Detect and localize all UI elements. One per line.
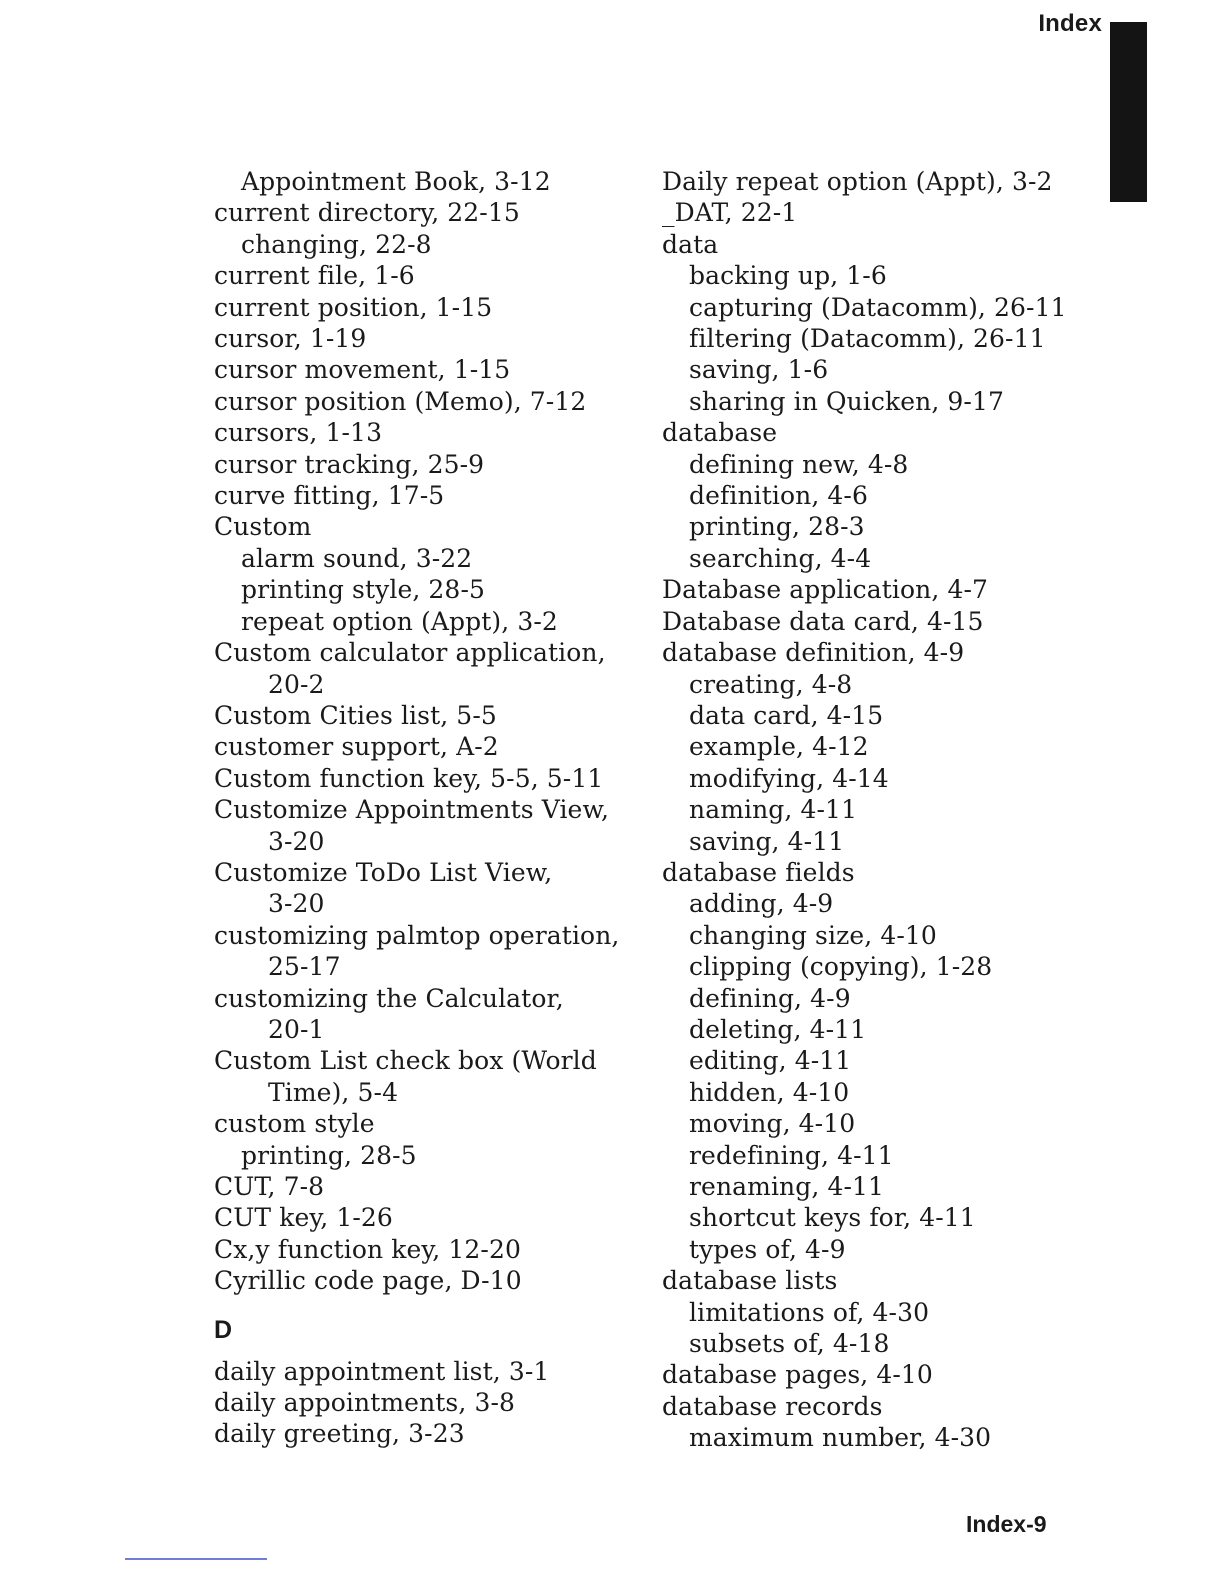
index-subentry: Appointment Book, 3-12 bbox=[241, 167, 551, 196]
index-thumb-tab bbox=[1110, 22, 1147, 202]
index-subentry: example, 4-12 bbox=[689, 732, 869, 762]
index-entry: daily greeting, 3-23 bbox=[214, 1419, 465, 1449]
index-entry: daily appointments, 3-8 bbox=[214, 1388, 516, 1418]
index-entry: customer support, A-2 bbox=[214, 732, 499, 762]
index-entry: database definition, 4-9 bbox=[662, 638, 965, 668]
index-entry: Custom List check box (World bbox=[214, 1046, 597, 1076]
index-entry: custom style bbox=[214, 1109, 375, 1139]
index-subentry: defining, 4-9 bbox=[689, 983, 851, 1013]
index-subentry: filtering (Datacomm), 26-11 bbox=[689, 324, 1046, 354]
index-subentry: alarm sound, 3-22 bbox=[241, 543, 473, 573]
index-entry: Custom function key, 5-5, 5-11 bbox=[214, 763, 604, 793]
index-column-right bbox=[662, 166, 1102, 1454]
section-header-label: Index bbox=[1038, 10, 1102, 37]
index-subentry: hidden, 4-10 bbox=[689, 1077, 850, 1107]
index-entry-continuation: 25-17 bbox=[268, 952, 341, 982]
index-entry: current directory, 22-15 bbox=[214, 198, 520, 228]
index-entry: _DAT, 22-1 bbox=[662, 198, 798, 228]
index-entry: database pages, 4-10 bbox=[662, 1360, 933, 1390]
index-subentry: sharing in Quicken, 9-17 bbox=[689, 386, 1004, 416]
index-entry: CUT key, 1-26 bbox=[214, 1203, 393, 1233]
index-entry: database fields bbox=[662, 857, 855, 887]
index-subentry: changing, 22-8 bbox=[241, 229, 432, 259]
section-letter-heading: D bbox=[214, 1315, 233, 1344]
index-subentry: clipping (copying), 1-28 bbox=[689, 952, 993, 982]
index-subentry: moving, 4-10 bbox=[689, 1109, 856, 1139]
index-subentry: modifying, 4-14 bbox=[689, 763, 889, 793]
index-subentry: maximum number, 4-30 bbox=[689, 1423, 992, 1453]
index-entry: Cx,y function key, 12-20 bbox=[214, 1234, 521, 1264]
index-entry: cursor, 1-19 bbox=[214, 324, 367, 354]
index-subentry: limitations of, 4-30 bbox=[689, 1297, 930, 1327]
index-subentry: repeat option (Appt), 3-2 bbox=[241, 606, 558, 636]
page-number-label: Index-9 bbox=[966, 1511, 1047, 1537]
index-entry: current file, 1-6 bbox=[214, 261, 415, 291]
index-entry: cursors, 1-13 bbox=[214, 418, 383, 448]
index-entry: Custom bbox=[214, 512, 312, 542]
index-entry: current position, 1-15 bbox=[214, 292, 493, 322]
index-subentry: capturing (Datacomm), 26-11 bbox=[689, 292, 1067, 322]
index-entry-continuation: 20-1 bbox=[268, 1014, 325, 1044]
footer-rule bbox=[125, 1558, 267, 1560]
index-entry: cursor tracking, 25-9 bbox=[214, 449, 485, 479]
index-subentry: printing style, 28-5 bbox=[241, 575, 485, 605]
index-subentry: searching, 4-4 bbox=[689, 543, 872, 573]
index-subentry: changing size, 4-10 bbox=[689, 920, 937, 950]
index-entry: database bbox=[662, 418, 778, 448]
index-entry: Database data card, 4-15 bbox=[662, 606, 984, 636]
index-entry: Custom Cities list, 5-5 bbox=[214, 700, 497, 730]
index-subentry: definition, 4-6 bbox=[689, 481, 868, 511]
index-entry-continuation: 3-20 bbox=[268, 826, 325, 856]
index-subentry: backing up, 1-6 bbox=[689, 261, 887, 291]
index-subentry: naming, 4-11 bbox=[689, 795, 858, 825]
index-subentry: saving, 4-11 bbox=[689, 826, 845, 856]
index-entry: data bbox=[662, 229, 719, 259]
index-entry: Database application, 4-7 bbox=[662, 575, 989, 605]
index-entry-continuation: 3-20 bbox=[268, 889, 325, 919]
index-entry: CUT, 7-8 bbox=[214, 1172, 325, 1201]
index-entry: Customize ToDo List View, bbox=[214, 857, 553, 887]
index-subentry: shortcut keys for, 4-11 bbox=[689, 1203, 976, 1233]
index-subentry: printing, 28-3 bbox=[689, 512, 865, 542]
index-subentry: printing, 28-5 bbox=[241, 1140, 417, 1170]
index-entry: Customize Appointments View, bbox=[214, 795, 610, 825]
index-subentry: data card, 4-15 bbox=[689, 700, 884, 730]
index-subentry: creating, 4-8 bbox=[689, 669, 853, 699]
index-entry: curve fitting, 17-5 bbox=[214, 481, 445, 511]
index-entry: database lists bbox=[662, 1266, 838, 1296]
index-entry: Cyrillic code page, D-10 bbox=[214, 1266, 522, 1296]
index-subentry: redefining, 4-11 bbox=[689, 1140, 894, 1170]
index-subentry: adding, 4-9 bbox=[689, 889, 834, 919]
index-subentry: deleting, 4-11 bbox=[689, 1014, 867, 1044]
index-entry: Daily repeat option (Appt), 3-2 bbox=[662, 167, 1053, 196]
index-subentry: saving, 1-6 bbox=[689, 355, 829, 385]
index-subentry: editing, 4-11 bbox=[689, 1046, 852, 1076]
index-entry: Custom calculator application, bbox=[214, 638, 606, 668]
index-subentry: defining new, 4-8 bbox=[689, 449, 909, 479]
index-entry: customizing palmtop operation, bbox=[214, 920, 620, 950]
index-subentry: subsets of, 4-18 bbox=[689, 1329, 890, 1359]
index-entry: database records bbox=[662, 1391, 883, 1421]
index-entry: daily appointment list, 3-1 bbox=[214, 1356, 550, 1386]
index-subentry: types of, 4-9 bbox=[689, 1234, 846, 1264]
index-entry: cursor position (Memo), 7-12 bbox=[214, 386, 587, 416]
index-subentry: renaming, 4-11 bbox=[689, 1172, 885, 1201]
index-entry-continuation: 20-2 bbox=[268, 669, 325, 699]
index-entry: cursor movement, 1-15 bbox=[214, 355, 511, 385]
index-column-left bbox=[214, 166, 634, 1450]
index-entry-continuation: Time), 5-4 bbox=[268, 1077, 399, 1107]
index-entry: customizing the Calculator, bbox=[214, 983, 564, 1013]
